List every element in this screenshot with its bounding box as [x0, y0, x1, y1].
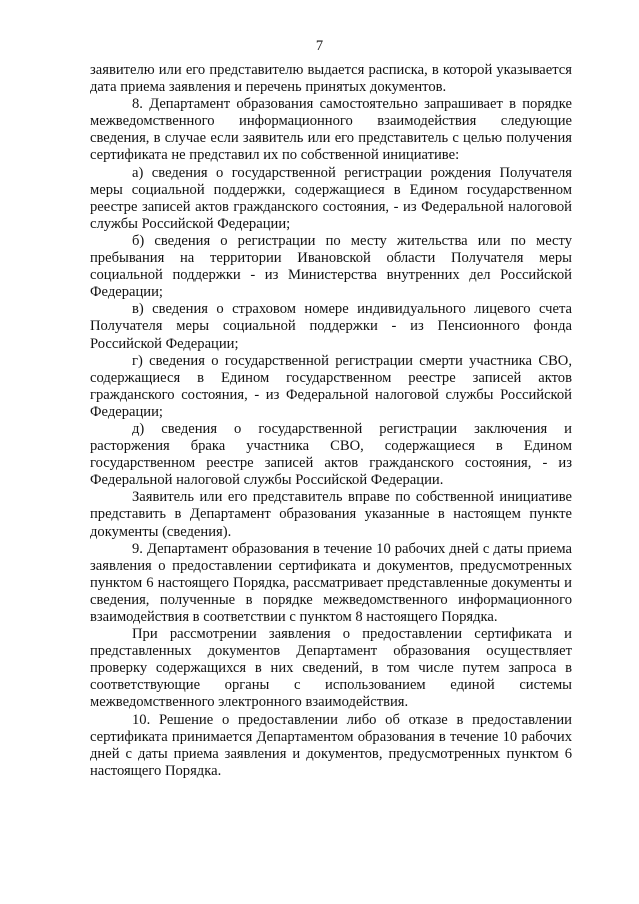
paragraph-clause-9: 9. Департамент образования в течение 10 рабочих дней с даты приема заявления о предоставлении сертификата и документов, предусмотренных пунктом 6 настоящего Порядка, рассматривает представленные документы и сведения, полученные в порядке межведомственного информационного взаимодействия в соответствии с пунктом 8 настоящего Порядка. — [90, 540, 572, 625]
document-body — [90, 62, 572, 780]
paragraph-receipt-continuation: заявителю или его представителю выдается расписка, в которой указывается дата приема заявления и перечень принятых документов. — [90, 62, 572, 96]
paragraph-review-check: При рассмотрении заявления о предоставлении сертификата и представленных документов Департамент образования осуществляет проверку содержащихся в них сведений, в том числе путем запроса в соответствующие органы с использованием единой системы межведомственного электронного взаимодействия. — [90, 626, 572, 711]
paragraph-clause-8v: в) сведения о страховом номере индивидуального лицевого счета Получателя меры социальной поддержки - из Пенсионного фонда Российской Федерации; — [90, 301, 572, 352]
paragraph-clause-8b: б) сведения о регистрации по месту жительства или по месту пребывания на территории Ивановской области Получателя меры социальной поддержки - из Министерства внутренних дел Российской Федерации; — [90, 232, 572, 301]
paragraph-clause-8g: г) сведения о государственной регистрации смерти участника СВО, содержащиеся в Едином государственном реестре записей актов гражданского состояния, - из Федеральной налоговой службы Российской Федерации; — [90, 352, 572, 420]
paragraph-clause-8a: а) сведения о государственной регистрации рождения Получателя меры социальной поддержки, содержащиеся в Едином государственном реестре записей актов гражданского состояния, - из Федеральной налоговой службы Российской Федерации; — [90, 164, 572, 232]
paragraph-clause-8d: д) сведения о государственной регистрации заключения и расторжения брака участника СВО, содержащиеся в Едином государственном реестре записей актов гражданского состояния, - из Федеральной налоговой службы Российской Федерации. — [90, 420, 572, 489]
page-number: 7 — [315, 38, 324, 54]
paragraph-clause-8: 8. Департамент образования самостоятельно запрашивает в порядке межведомственного информационного взаимодействия следующие сведения, в случае если заявитель или его представитель с целью получения сертификата не представил их по собственной инициативе: — [90, 96, 572, 164]
paragraph-clause-10: 10. Решение о предоставлении либо об отказе в предоставлении сертификата принимается Департаментом образования в течение 10 рабочих дней с даты приема заявления и документов, предусмотренных пунктом 6 настоящего Порядка. — [90, 711, 572, 779]
paragraph-applicant-right: Заявитель или его представитель вправе по собственной инициативе представить в Департамент образования указанные в настоящем пункте документы (сведения). — [90, 489, 572, 540]
